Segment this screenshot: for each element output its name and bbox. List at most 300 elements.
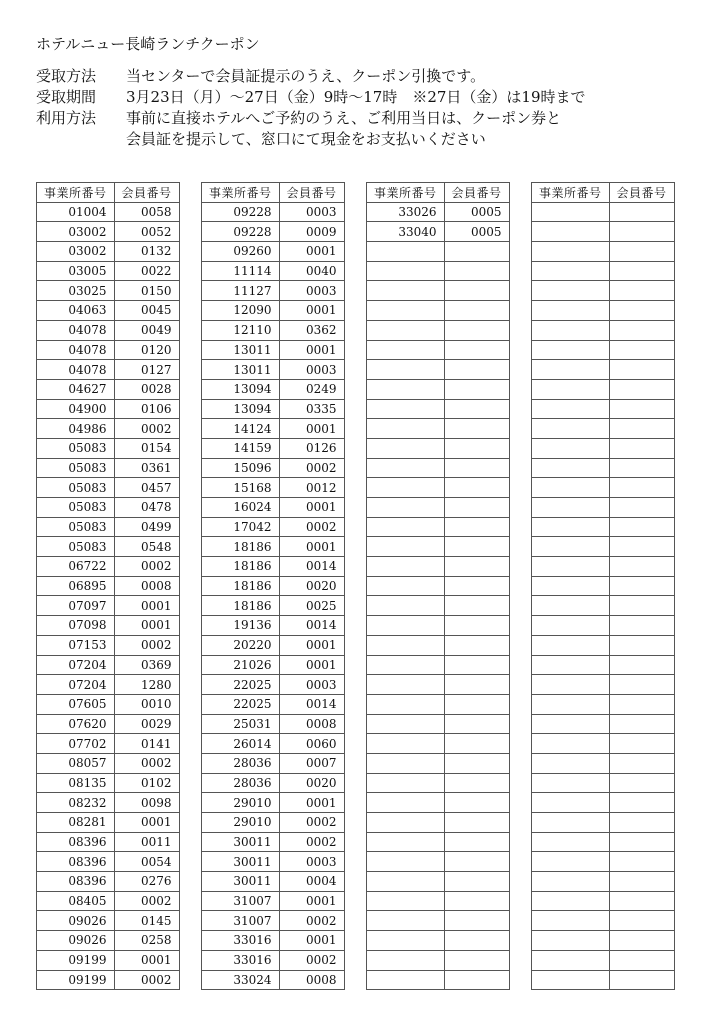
office-number-cell	[367, 301, 445, 321]
office-number-cell	[367, 419, 445, 439]
table-row	[202, 202, 345, 222]
table-row	[202, 872, 345, 892]
member-number-cell: 0020	[279, 576, 344, 596]
member-number-cell	[609, 438, 674, 458]
table-row	[367, 891, 510, 911]
table-row	[532, 222, 675, 242]
office-number-cell	[532, 360, 610, 380]
member-number-cell: 0001	[114, 616, 179, 636]
member-number-cell	[609, 950, 674, 970]
office-number-cell: 05083	[37, 438, 115, 458]
table-row	[37, 813, 180, 833]
office-number-cell: 33016	[202, 950, 280, 970]
table-row	[37, 655, 180, 675]
table-row	[367, 970, 510, 990]
member-number-cell: 0132	[114, 242, 179, 262]
table-row	[532, 498, 675, 518]
member-number-cell	[444, 478, 509, 498]
office-number-cell	[532, 694, 610, 714]
table-row	[532, 753, 675, 773]
table-row	[37, 261, 180, 281]
table-row	[202, 675, 345, 695]
office-number-cell: 33026	[367, 202, 445, 222]
member-number-cell	[609, 301, 674, 321]
member-number-cell	[444, 340, 509, 360]
office-number-cell: 08135	[37, 773, 115, 793]
office-number-cell: 08405	[37, 891, 115, 911]
office-number-cell	[532, 753, 610, 773]
table-row	[37, 950, 180, 970]
member-number-cell	[444, 438, 509, 458]
member-number-cell	[609, 399, 674, 419]
office-number-cell: 05083	[37, 478, 115, 498]
member-number-cell	[444, 655, 509, 675]
table-row	[367, 872, 510, 892]
office-number-cell	[532, 379, 610, 399]
office-number-cell	[367, 438, 445, 458]
office-number-cell: 13011	[202, 360, 280, 380]
table-row	[367, 832, 510, 852]
table-row	[202, 950, 345, 970]
office-number-cell: 33040	[367, 222, 445, 242]
table-row	[532, 517, 675, 537]
office-number-cell: 08281	[37, 813, 115, 833]
table-row	[367, 438, 510, 458]
office-number-cell: 21026	[202, 655, 280, 675]
office-number-cell	[532, 655, 610, 675]
office-number-cell	[532, 675, 610, 695]
member-table-2	[201, 182, 345, 990]
member-number-cell: 0126	[279, 438, 344, 458]
table-row	[202, 281, 345, 301]
office-number-cell	[532, 517, 610, 537]
office-number-header: 事業所番号	[367, 183, 445, 203]
office-number-cell	[532, 498, 610, 518]
member-number-cell	[444, 931, 509, 951]
member-number-cell: 0145	[114, 911, 179, 931]
office-number-cell: 06895	[37, 576, 115, 596]
member-number-cell	[444, 498, 509, 518]
member-number-cell: 0010	[114, 694, 179, 714]
table-row	[37, 773, 180, 793]
table-row	[367, 320, 510, 340]
member-number-cell	[444, 714, 509, 734]
table-row	[37, 931, 180, 951]
office-number-cell: 09026	[37, 911, 115, 931]
office-number-cell: 03025	[37, 281, 115, 301]
table-row	[532, 793, 675, 813]
office-number-cell: 11127	[202, 281, 280, 301]
member-number-cell: 0002	[114, 635, 179, 655]
table-row	[367, 498, 510, 518]
office-number-cell: 19136	[202, 616, 280, 636]
member-number-cell: 0001	[279, 242, 344, 262]
table-row	[532, 537, 675, 557]
table-row	[367, 360, 510, 380]
table-row	[367, 242, 510, 262]
member-number-cell	[609, 753, 674, 773]
table-row	[202, 773, 345, 793]
table-row	[37, 399, 180, 419]
table-row	[532, 931, 675, 951]
member-number-cell: 0001	[114, 813, 179, 833]
table-row	[37, 301, 180, 321]
member-number-cell: 0098	[114, 793, 179, 813]
office-number-cell	[367, 537, 445, 557]
table-row	[532, 694, 675, 714]
table-row	[202, 537, 345, 557]
table-row	[367, 773, 510, 793]
office-number-cell	[367, 478, 445, 498]
member-number-cell	[609, 734, 674, 754]
member-number-cell	[444, 852, 509, 872]
member-number-cell: 0362	[279, 320, 344, 340]
office-number-cell	[367, 872, 445, 892]
member-number-cell	[609, 635, 674, 655]
member-number-cell: 0478	[114, 498, 179, 518]
office-number-cell: 04078	[37, 340, 115, 360]
table-row	[202, 694, 345, 714]
office-number-cell	[367, 950, 445, 970]
office-number-cell	[367, 773, 445, 793]
member-number-cell: 0499	[114, 517, 179, 537]
table-row	[367, 379, 510, 399]
office-number-header: 事業所番号	[37, 183, 115, 203]
member-number-cell: 0003	[279, 852, 344, 872]
office-number-cell	[367, 616, 445, 636]
office-number-cell	[532, 399, 610, 419]
table-row	[532, 714, 675, 734]
table-row	[367, 675, 510, 695]
table-row	[367, 911, 510, 931]
member-number-cell: 0005	[444, 222, 509, 242]
office-number-cell	[367, 596, 445, 616]
office-number-cell: 15168	[202, 478, 280, 498]
table-row	[37, 576, 180, 596]
member-number-cell: 0001	[279, 340, 344, 360]
member-number-cell: 0361	[114, 458, 179, 478]
member-number-cell: 0002	[114, 557, 179, 577]
member-number-cell	[444, 557, 509, 577]
member-number-cell: 0120	[114, 340, 179, 360]
page-title: ホテルニュー長崎ランチクーポン	[36, 35, 260, 53]
member-number-cell	[609, 498, 674, 518]
member-number-cell	[444, 753, 509, 773]
member-number-cell: 0029	[114, 714, 179, 734]
member-number-cell	[609, 872, 674, 892]
member-number-cell: 0001	[279, 655, 344, 675]
member-number-cell: 0258	[114, 931, 179, 951]
member-number-cell	[609, 419, 674, 439]
member-number-cell	[444, 635, 509, 655]
member-number-cell: 0049	[114, 320, 179, 340]
table-row	[37, 557, 180, 577]
table-row	[37, 419, 180, 439]
table-row	[37, 498, 180, 518]
office-number-cell	[532, 242, 610, 262]
member-number-cell: 0001	[279, 537, 344, 557]
table-row	[202, 517, 345, 537]
table-row	[37, 379, 180, 399]
office-number-cell	[367, 635, 445, 655]
office-number-cell: 33024	[202, 970, 280, 990]
member-number-cell: 0001	[279, 793, 344, 813]
table-row	[37, 242, 180, 262]
table-row	[37, 360, 180, 380]
office-number-cell: 03005	[37, 261, 115, 281]
table-row	[37, 340, 180, 360]
member-number-cell: 1280	[114, 675, 179, 695]
member-number-cell: 0276	[114, 872, 179, 892]
office-number-cell	[367, 517, 445, 537]
table-row	[367, 734, 510, 754]
office-number-cell: 17042	[202, 517, 280, 537]
office-number-cell: 18186	[202, 596, 280, 616]
member-number-cell: 0001	[114, 950, 179, 970]
office-number-cell	[367, 694, 445, 714]
office-number-cell: 08396	[37, 832, 115, 852]
office-number-cell	[532, 793, 610, 813]
table-row	[37, 320, 180, 340]
table-row	[37, 852, 180, 872]
table-row	[532, 340, 675, 360]
member-number-cell: 0002	[114, 891, 179, 911]
office-number-cell: 07098	[37, 616, 115, 636]
member-number-cell	[444, 675, 509, 695]
table-row	[202, 616, 345, 636]
office-number-cell: 25031	[202, 714, 280, 734]
office-number-cell	[532, 438, 610, 458]
member-number-cell: 0548	[114, 537, 179, 557]
member-number-cell	[444, 576, 509, 596]
table-row	[202, 832, 345, 852]
table-row	[37, 891, 180, 911]
member-number-cell: 0012	[279, 478, 344, 498]
member-number-cell	[609, 557, 674, 577]
member-number-cell	[444, 242, 509, 262]
office-number-cell: 04078	[37, 320, 115, 340]
table-row	[367, 202, 510, 222]
member-number-cell: 0001	[114, 596, 179, 616]
table-row	[532, 734, 675, 754]
office-number-cell: 07204	[37, 675, 115, 695]
table-row	[367, 301, 510, 321]
table-row	[37, 478, 180, 498]
table-row	[202, 478, 345, 498]
table-row	[202, 576, 345, 596]
office-number-cell	[532, 852, 610, 872]
table-row	[532, 242, 675, 262]
office-number-cell: 07153	[37, 635, 115, 655]
table-row	[532, 970, 675, 990]
office-number-cell	[367, 557, 445, 577]
info-text: 会員証を提示して、窓口にて現金をお支払いください	[126, 130, 486, 148]
member-number-cell	[609, 773, 674, 793]
office-number-cell: 05083	[37, 498, 115, 518]
table-row	[532, 261, 675, 281]
office-number-cell: 07620	[37, 714, 115, 734]
member-number-cell	[444, 773, 509, 793]
office-number-cell	[532, 419, 610, 439]
table-row	[367, 576, 510, 596]
member-number-cell: 0020	[279, 773, 344, 793]
office-number-cell: 13011	[202, 340, 280, 360]
table-row	[37, 281, 180, 301]
member-number-cell: 0102	[114, 773, 179, 793]
office-number-cell	[532, 557, 610, 577]
table-row	[37, 694, 180, 714]
office-number-cell	[532, 301, 610, 321]
member-number-cell	[609, 675, 674, 695]
member-number-cell: 0002	[114, 753, 179, 773]
table-row	[367, 399, 510, 419]
office-number-cell	[367, 242, 445, 262]
table-row	[37, 753, 180, 773]
office-number-cell	[532, 222, 610, 242]
office-number-cell	[367, 891, 445, 911]
member-number-cell: 0002	[279, 813, 344, 833]
table-row	[202, 911, 345, 931]
table-row	[532, 301, 675, 321]
table-row	[37, 734, 180, 754]
member-number-cell	[609, 891, 674, 911]
office-number-cell	[532, 340, 610, 360]
member-number-cell	[609, 320, 674, 340]
table-row	[202, 320, 345, 340]
office-number-cell	[367, 793, 445, 813]
table-row	[367, 517, 510, 537]
table-row	[532, 655, 675, 675]
office-number-cell: 28036	[202, 753, 280, 773]
office-number-cell: 05083	[37, 458, 115, 478]
member-number-cell	[609, 379, 674, 399]
office-number-cell: 20220	[202, 635, 280, 655]
table-row	[202, 222, 345, 242]
table-row	[367, 458, 510, 478]
member-number-cell	[444, 301, 509, 321]
member-number-cell: 0002	[279, 517, 344, 537]
info-row	[36, 129, 586, 150]
office-number-header: 事業所番号	[202, 183, 280, 203]
member-number-cell	[609, 616, 674, 636]
table-row	[202, 419, 345, 439]
office-number-cell: 03002	[37, 222, 115, 242]
office-number-cell: 29010	[202, 793, 280, 813]
table-row	[37, 793, 180, 813]
office-number-cell: 11114	[202, 261, 280, 281]
office-number-cell: 04078	[37, 360, 115, 380]
table-row	[532, 872, 675, 892]
office-number-cell: 14124	[202, 419, 280, 439]
office-number-cell: 08396	[37, 852, 115, 872]
office-number-cell: 26014	[202, 734, 280, 754]
member-number-cell: 0002	[279, 950, 344, 970]
table-row	[202, 970, 345, 990]
member-number-cell: 0154	[114, 438, 179, 458]
table-row	[202, 852, 345, 872]
table-row	[202, 399, 345, 419]
table-row	[532, 379, 675, 399]
table-row	[37, 517, 180, 537]
member-number-cell	[609, 655, 674, 675]
member-number-cell: 0003	[279, 360, 344, 380]
info-row	[36, 66, 586, 87]
office-number-cell: 04627	[37, 379, 115, 399]
table-row	[367, 852, 510, 872]
member-number-cell: 0014	[279, 557, 344, 577]
member-number-header: 会員番号	[444, 183, 509, 203]
table-header-row	[202, 183, 345, 203]
member-number-cell	[444, 616, 509, 636]
table-row	[367, 340, 510, 360]
member-number-cell: 0001	[279, 498, 344, 518]
member-number-header: 会員番号	[114, 183, 179, 203]
member-number-cell	[444, 399, 509, 419]
member-number-cell: 0002	[114, 419, 179, 439]
table-row	[37, 675, 180, 695]
member-number-cell	[444, 261, 509, 281]
member-number-cell	[444, 694, 509, 714]
member-number-cell: 0150	[114, 281, 179, 301]
member-number-cell: 0002	[279, 832, 344, 852]
member-number-cell: 0058	[114, 202, 179, 222]
info-row	[36, 87, 586, 108]
table-row	[532, 616, 675, 636]
office-number-cell: 18186	[202, 576, 280, 596]
info-row	[36, 108, 586, 129]
table-row	[202, 438, 345, 458]
table-row	[37, 714, 180, 734]
office-number-cell	[367, 813, 445, 833]
table-row	[367, 261, 510, 281]
office-number-cell	[532, 813, 610, 833]
table-row	[37, 832, 180, 852]
office-number-cell	[532, 261, 610, 281]
office-number-cell: 14159	[202, 438, 280, 458]
table-row	[37, 458, 180, 478]
member-number-cell	[609, 222, 674, 242]
table-row	[202, 714, 345, 734]
table-row	[202, 734, 345, 754]
table-row	[532, 911, 675, 931]
table-row	[532, 557, 675, 577]
office-number-cell	[367, 655, 445, 675]
member-number-cell: 0457	[114, 478, 179, 498]
office-number-cell	[532, 281, 610, 301]
table-row	[37, 596, 180, 616]
table-row	[532, 419, 675, 439]
office-number-cell	[532, 734, 610, 754]
office-number-cell	[532, 635, 610, 655]
member-number-cell	[609, 793, 674, 813]
table-row	[202, 379, 345, 399]
table-row	[532, 950, 675, 970]
table-row	[37, 635, 180, 655]
table-row	[202, 655, 345, 675]
office-number-cell	[367, 931, 445, 951]
office-number-cell	[367, 399, 445, 419]
table-row	[367, 419, 510, 439]
office-number-cell: 30011	[202, 872, 280, 892]
member-number-cell	[609, 714, 674, 734]
info-label: 受取期間	[36, 88, 97, 106]
office-number-cell	[367, 753, 445, 773]
table-row	[202, 458, 345, 478]
table-row	[202, 340, 345, 360]
office-number-cell: 04900	[37, 399, 115, 419]
member-number-cell	[609, 458, 674, 478]
member-number-cell	[444, 970, 509, 990]
